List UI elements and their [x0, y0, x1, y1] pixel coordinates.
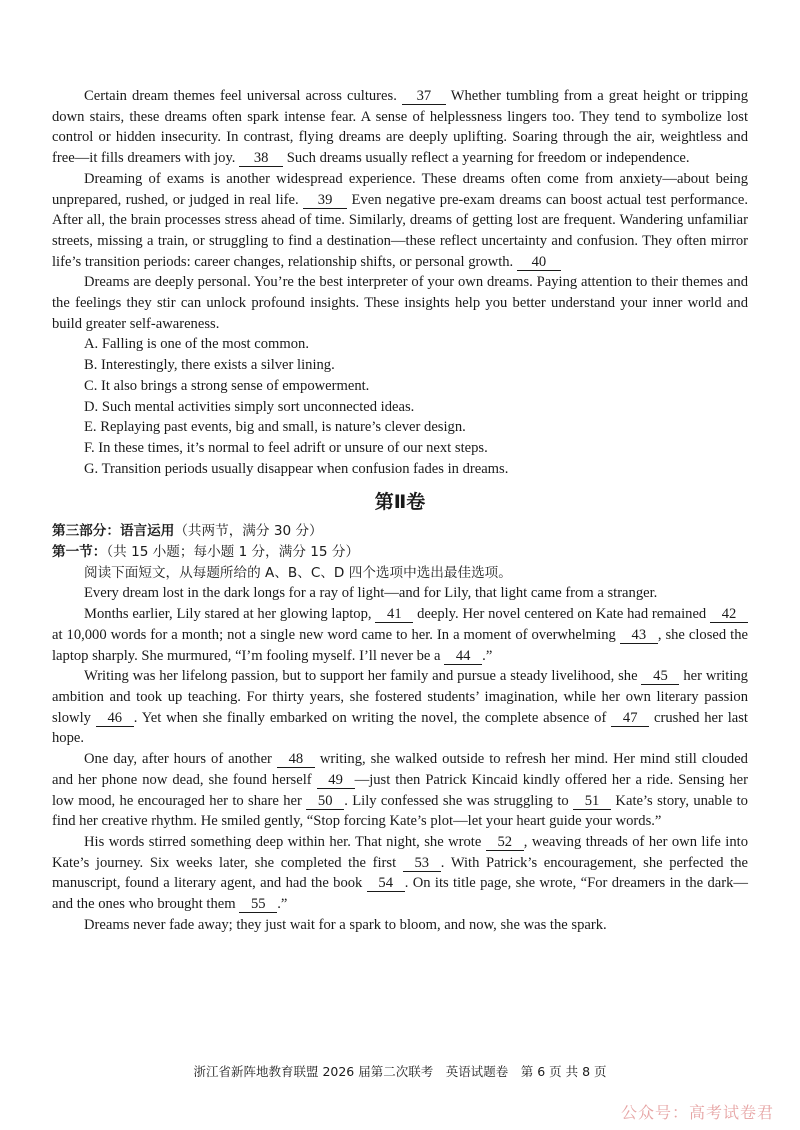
blank-55: 55	[239, 896, 277, 913]
blank-43: 43	[620, 627, 658, 644]
option-e: E. Replaying past events, big and small, is nature’s clever design.	[84, 419, 466, 436]
option-g: G. Transition periods usually disappear when confusion fades in dreams.	[84, 460, 509, 477]
passage2-paragraph-5: His words stirred something deep within her. That night, she wrote 52 , weaving threads of her own life into Kate’s journey. Six weeks later, she completed the first 53 . With Patrick’s encouragement, she perfected the manuscript, found a literary agent, and had the book 54 . On its title page, she wrote, “For dreamers in the dark—and the ones who brought them 55 .”	[52, 833, 749, 913]
section-title: 第Ⅱ卷	[374, 491, 426, 514]
watermark: 公众号：高考试卷君	[620, 1103, 774, 1122]
blank-51: 51	[573, 793, 611, 810]
blank-37: 37	[402, 88, 446, 105]
blank-44: 44	[444, 648, 482, 665]
option-b: B. Interestingly, there exists a silver lining.	[84, 357, 335, 374]
section1-heading-line	[52, 542, 748, 563]
blank-42: 42	[710, 606, 748, 623]
page-content	[52, 86, 748, 935]
blank-45: 45	[641, 668, 679, 685]
passage2-paragraph-2: Months earlier, Lily stared at her glowing laptop, 41 deeply. Her novel centered on Kate had remained 42 at 10,000 words for a month; not a single new word came to her. In a moment of overwhelming 43 , she closed the laptop sharply. She murmured, “I’m fooling myself. I’ll never be a 44 .”	[52, 606, 748, 664]
blank-39: 39	[303, 192, 347, 209]
option-f: F. In these times, it’s normal to feel adrift or unsure of our next steps.	[84, 439, 488, 456]
passage2-paragraph-6: Dreams never fade away; they just wait for a spark to bloom, and now, she was the spark.	[84, 916, 607, 933]
blank-46: 46	[96, 710, 134, 727]
part3-heading: 第三部分：语言运用	[52, 523, 175, 540]
passage2-paragraph-3: Writing was her lifelong passion, but to support her family and pursue a steady livelihood, she 45 her writing ambition and took up teaching. For thirty years, she fostered students’ imagination, while her own literary passion slowly 46 . Yet when she finally embarked on writing the novel, the complete absence of 47 crushed her last hope.	[52, 668, 748, 747]
page-footer: 浙江省新阵地教育联盟 2026 届第二次联考 英语试题卷 第 6 页 共 8 页	[193, 1064, 607, 1079]
blank-48: 48	[277, 751, 315, 768]
section1-note: （共 15 小题；每小题 1 分，满分 15 分）	[106, 544, 360, 561]
instruction: 阅读下面短文，从每题所给的 A、B、C、D 四个选项中选出最佳选项。	[84, 564, 512, 581]
blank-52: 52	[486, 834, 524, 851]
option-a: A. Falling is one of the most common.	[84, 336, 309, 353]
blank-41: 41	[375, 606, 413, 623]
option-c: C. It also brings a strong sense of empowerment.	[84, 377, 370, 394]
passage1-paragraph-1: Certain dream themes feel universal across cultures. 37 Whether tumbling from a great height or tripping down stairs, these dreams often spark intense fear. A sense of helplessness lingers too. They tend to symbolize lost control or hidden insecurity. In contrast, flying dreams are deeply uplifting. Soaring through the air, weightless and free—it fills dreamers with joy. 38 Such dreams usually reflect a yearning for freedom or independence.	[52, 88, 749, 167]
option-d: D. Such mental activities simply sort unconnected ideas.	[84, 398, 415, 415]
passage1-paragraph-3: Dreams are deeply personal. You’re the best interpreter of your own dreams. Paying attention to their themes and the feelings they stir can unlock profound insights. These insights help you better understand your inner world and build greater self-awareness.	[52, 274, 748, 332]
blank-54: 54	[367, 875, 405, 892]
section1-heading: 第一节：	[52, 544, 107, 561]
passage2-paragraph-1: Every dream lost in the dark longs for a ray of light—and for Lily, that light came from a stranger.	[84, 585, 658, 602]
blank-53: 53	[403, 855, 441, 872]
passage1-paragraph-2: Dreaming of exams is another widespread experience. These dreams often come from anxiety—about being unprepared, rushed, or judged in real life. 39 Even negative pre-exam dreams can boost actual test performance. After all, the brain processes stress ahead of time. Similarly, dreams of getting lost are frequent. Wandering unfamiliar streets, missing a train, or struggling to find a destination—these reflect uncertainty and confusion. They often mirror life’s transition periods: career changes, relationship shifts, or personal growth. 40	[52, 170, 748, 270]
blank-50: 50	[306, 793, 344, 810]
part3-heading-line	[52, 521, 748, 542]
blank-49: 49	[317, 772, 355, 789]
part3-note: （共两节，满分 30 分）	[174, 523, 323, 540]
blank-38: 38	[239, 150, 283, 167]
blank-47: 47	[611, 710, 649, 727]
blank-40: 40	[517, 254, 561, 271]
passage2-paragraph-4: One day, after hours of another 48 writing, she walked outside to refresh her mind. Her mind still clouded and her phone now dead, she found herself 49 —just then Patrick Kincaid kindly offered her a ride. Sensing her low mood, he encouraged her to share her 50 . Lily confessed she was struggling to 51 Kate’s story, unable to find her creative rhythm. He smiled gently, “Stop forcing Kate’s plot—let your heart guide your words.”	[52, 751, 748, 830]
